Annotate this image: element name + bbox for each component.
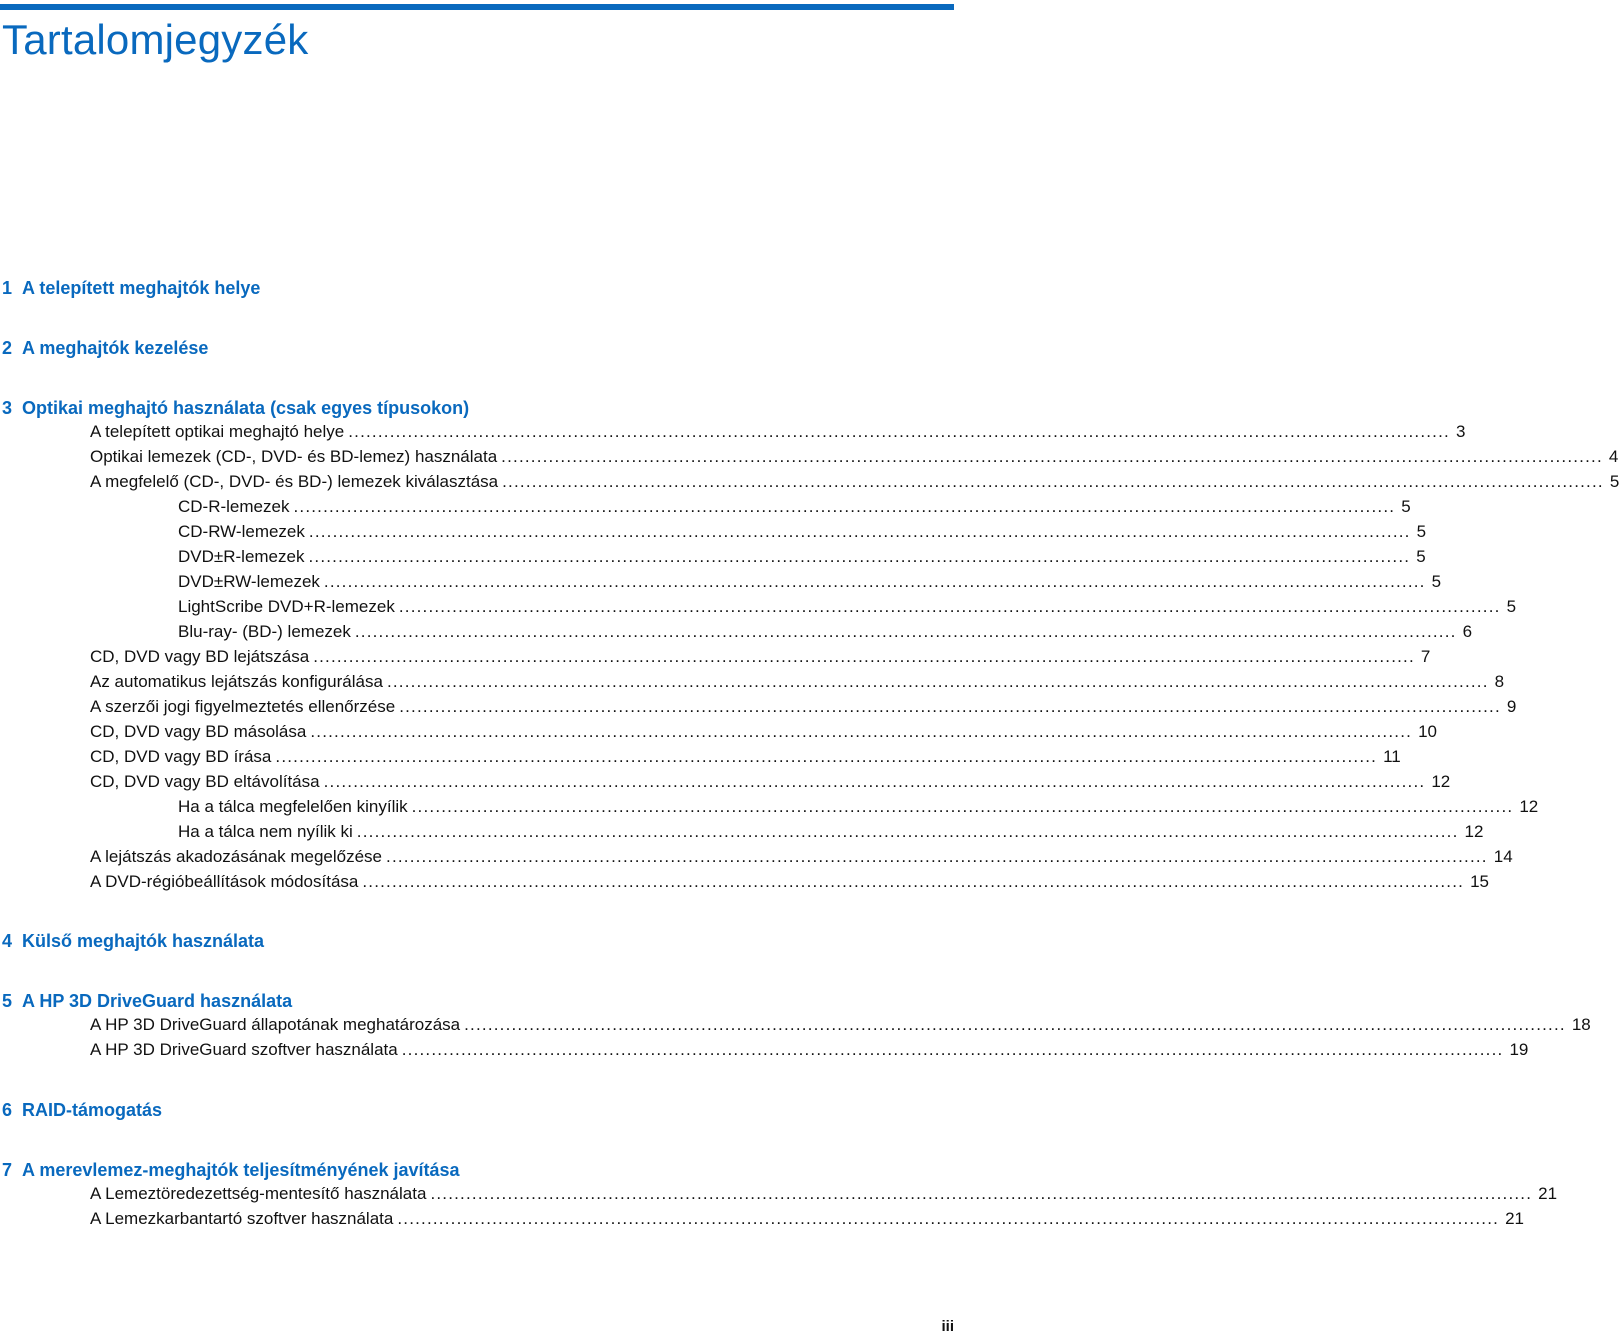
entry-title: Ha a tálca nem nyílik ki bbox=[178, 822, 353, 841]
page-ref: 14 bbox=[1493, 847, 1513, 866]
page-ref: 9 bbox=[1506, 697, 1517, 716]
entry-title: A szerzői jogi figyelmeztetés ellenőrzése bbox=[90, 697, 396, 716]
toc-entry[interactable] bbox=[90, 746, 1401, 768]
page-ref: 7 bbox=[1420, 647, 1431, 666]
entry-title: Az automatikus lejátszás konfigurálása bbox=[90, 672, 383, 691]
page-ref: 18 bbox=[1571, 1015, 1591, 1034]
chapter-title: A HP 3D DriveGuard használata bbox=[22, 991, 293, 1011]
entry-title: DVD±RW-lemezek bbox=[178, 572, 320, 591]
page-ref: 5 bbox=[1416, 522, 1427, 541]
chapter-number: 3 bbox=[2, 398, 13, 418]
toc-chapter[interactable] bbox=[2, 1099, 952, 1121]
page-number: iii bbox=[941, 1318, 954, 1335]
entry-title: CD-R-lemezek bbox=[178, 497, 290, 516]
dot-leader: .......................................................................................................................................................................................... bbox=[464, 1015, 1566, 1034]
toc-entry[interactable] bbox=[90, 846, 1513, 868]
page-ref: 5 bbox=[1609, 472, 1619, 491]
toc-subentry[interactable] bbox=[178, 546, 1426, 568]
entry-title: CD, DVD vagy BD lejátszása bbox=[90, 647, 310, 666]
dot-leader: .......................................................................................................................................................................................... bbox=[308, 547, 1411, 566]
toc-subentry[interactable] bbox=[178, 571, 1442, 593]
entry-title: A HP 3D DriveGuard állapotának meghatározása bbox=[90, 1015, 461, 1034]
dot-leader: .......................................................................................................................................................................................... bbox=[411, 797, 1514, 816]
dot-leader: .......................................................................................................................................................................................... bbox=[399, 697, 1501, 716]
entry-title: A Lemezkarbantartó szoftver használata bbox=[90, 1209, 394, 1228]
dot-leader: .......................................................................................................................................................................................... bbox=[502, 472, 1604, 491]
toc-chapter[interactable] bbox=[2, 337, 952, 359]
dot-leader: .......................................................................................................................................................................................... bbox=[323, 772, 1426, 791]
dot-leader: .......................................................................................................................................................................................... bbox=[354, 622, 1457, 641]
page-ref: 5 bbox=[1416, 547, 1426, 566]
dot-leader: .......................................................................................................................................................................................... bbox=[310, 722, 1413, 741]
dot-leader: .......................................................................................................................................................................................... bbox=[313, 647, 1415, 666]
dot-leader: .......................................................................................................................................................................................... bbox=[323, 572, 1426, 591]
toc-subentry[interactable] bbox=[178, 821, 1484, 843]
page-ref: 21 bbox=[1505, 1209, 1524, 1228]
dot-leader: .......................................................................................................................................................................................... bbox=[348, 422, 1450, 441]
dot-leader: .......................................................................................................................................................................................... bbox=[386, 672, 1489, 691]
entry-title: Optikai lemezek (CD-, DVD- és BD-lemez) használata bbox=[90, 447, 498, 466]
dot-leader: .......................................................................................................................................................................................... bbox=[401, 1040, 1504, 1059]
toc-chapter[interactable] bbox=[2, 1159, 952, 1181]
page-ref: 12 bbox=[1519, 797, 1539, 816]
dot-leader: .......................................................................................................................................................................................... bbox=[308, 522, 1411, 541]
toc-entry[interactable] bbox=[90, 871, 1489, 893]
toc-chapter[interactable] bbox=[2, 397, 952, 419]
dot-leader: .......................................................................................................................................................................................... bbox=[501, 447, 1603, 466]
page-ref: 12 bbox=[1431, 772, 1451, 791]
toc-entry[interactable] bbox=[90, 446, 1619, 468]
chapter-number: 6 bbox=[2, 1100, 13, 1120]
page-ref: 10 bbox=[1418, 722, 1437, 741]
page-ref: 8 bbox=[1494, 672, 1505, 691]
toc-entry[interactable] bbox=[90, 471, 1619, 493]
dot-leader: .......................................................................................................................................................................................... bbox=[430, 1184, 1533, 1203]
toc-entry[interactable] bbox=[90, 1039, 1529, 1061]
page-ref: 12 bbox=[1464, 822, 1484, 841]
toc-chapter[interactable] bbox=[2, 930, 952, 952]
entry-title: A lejátszás akadozásának megelőzése bbox=[90, 847, 383, 866]
toc-entry[interactable] bbox=[90, 1183, 1558, 1205]
page-ref: 15 bbox=[1470, 872, 1489, 891]
toc-entry[interactable] bbox=[90, 671, 1505, 693]
dot-leader: .......................................................................................................................................................................................... bbox=[397, 1209, 1500, 1228]
dot-leader: .......................................................................................................................................................................................... bbox=[386, 847, 1488, 866]
page-ref: 5 bbox=[1506, 597, 1517, 616]
dot-leader: .......................................................................................................................................................................................... bbox=[293, 497, 1396, 516]
chapter-number: 7 bbox=[2, 1160, 13, 1180]
entry-title: CD, DVD vagy BD írása bbox=[90, 747, 272, 766]
page-ref: 3 bbox=[1455, 422, 1466, 441]
entry-title: CD-RW-lemezek bbox=[178, 522, 305, 541]
toc-entry[interactable] bbox=[90, 696, 1517, 718]
toc-subentry[interactable] bbox=[178, 796, 1539, 818]
chapter-title: Optikai meghajtó használata (csak egyes típusokon) bbox=[22, 398, 470, 418]
page-ref: 5 bbox=[1401, 497, 1411, 516]
dot-leader: .......................................................................................................................................................................................... bbox=[362, 872, 1465, 891]
toc-entry[interactable] bbox=[90, 771, 1451, 793]
page-ref: 19 bbox=[1509, 1040, 1529, 1059]
dot-leader: .......................................................................................................................................................................................... bbox=[356, 822, 1459, 841]
entry-title: CD, DVD vagy BD eltávolítása bbox=[90, 772, 320, 791]
entry-title: A Lemeztöredezettség-mentesítő használata bbox=[90, 1184, 427, 1203]
toc-entry[interactable] bbox=[90, 646, 1431, 668]
toc-subentry[interactable] bbox=[178, 596, 1517, 618]
entry-title: LightScribe DVD+R-lemezek bbox=[178, 597, 395, 616]
toc-entry[interactable] bbox=[90, 721, 1437, 743]
toc-entry[interactable] bbox=[90, 1014, 1591, 1036]
chapter-number: 1 bbox=[2, 278, 13, 298]
chapter-title: Külső meghajtók használata bbox=[22, 931, 265, 951]
page-title: Tartalomjegyzék bbox=[2, 16, 309, 63]
page-ref: 5 bbox=[1431, 572, 1442, 591]
dot-leader: .......................................................................................................................................................................................... bbox=[275, 747, 1378, 766]
toc-subentry[interactable] bbox=[178, 496, 1411, 518]
entry-title: CD, DVD vagy BD másolása bbox=[90, 722, 307, 741]
toc-subentry[interactable] bbox=[178, 621, 1473, 643]
chapter-number: 2 bbox=[2, 338, 13, 358]
toc-entry[interactable] bbox=[90, 1208, 1524, 1230]
entry-title: A megfelelő (CD-, DVD- és BD-) lemezek kiválasztása bbox=[90, 472, 499, 491]
chapter-number: 4 bbox=[2, 931, 13, 951]
chapter-title: A meghajtók kezelése bbox=[22, 338, 209, 358]
page-ref: 6 bbox=[1462, 622, 1473, 641]
page-ref: 4 bbox=[1608, 447, 1619, 466]
toc-entry[interactable] bbox=[90, 421, 1466, 443]
toc-subentry[interactable] bbox=[178, 521, 1427, 543]
entry-title: Ha a tálca megfelelően kinyílik bbox=[178, 797, 408, 816]
page-ref: 21 bbox=[1538, 1184, 1558, 1203]
entry-title: A HP 3D DriveGuard szoftver használata bbox=[90, 1040, 398, 1059]
entry-title: A DVD-régióbeállítások módosítása bbox=[90, 872, 359, 891]
chapter-title: A telepített meghajtók helye bbox=[22, 278, 261, 298]
entry-title: DVD±R-lemezek bbox=[178, 547, 305, 566]
dot-leader: .......................................................................................................................................................................................... bbox=[398, 597, 1501, 616]
page-ref: 11 bbox=[1383, 747, 1401, 766]
chapter-number: 5 bbox=[2, 991, 13, 1011]
chapter-title: A merevlemez-meghajtók teljesítményének javítása bbox=[22, 1160, 460, 1180]
entry-title: A telepített optikai meghajtó helye bbox=[90, 422, 345, 441]
toc-chapter[interactable] bbox=[2, 990, 952, 1012]
toc-chapter[interactable] bbox=[2, 277, 952, 299]
chapter-title: RAID-támogatás bbox=[22, 1100, 163, 1120]
entry-title: Blu-ray- (BD-) lemezek bbox=[178, 622, 351, 641]
